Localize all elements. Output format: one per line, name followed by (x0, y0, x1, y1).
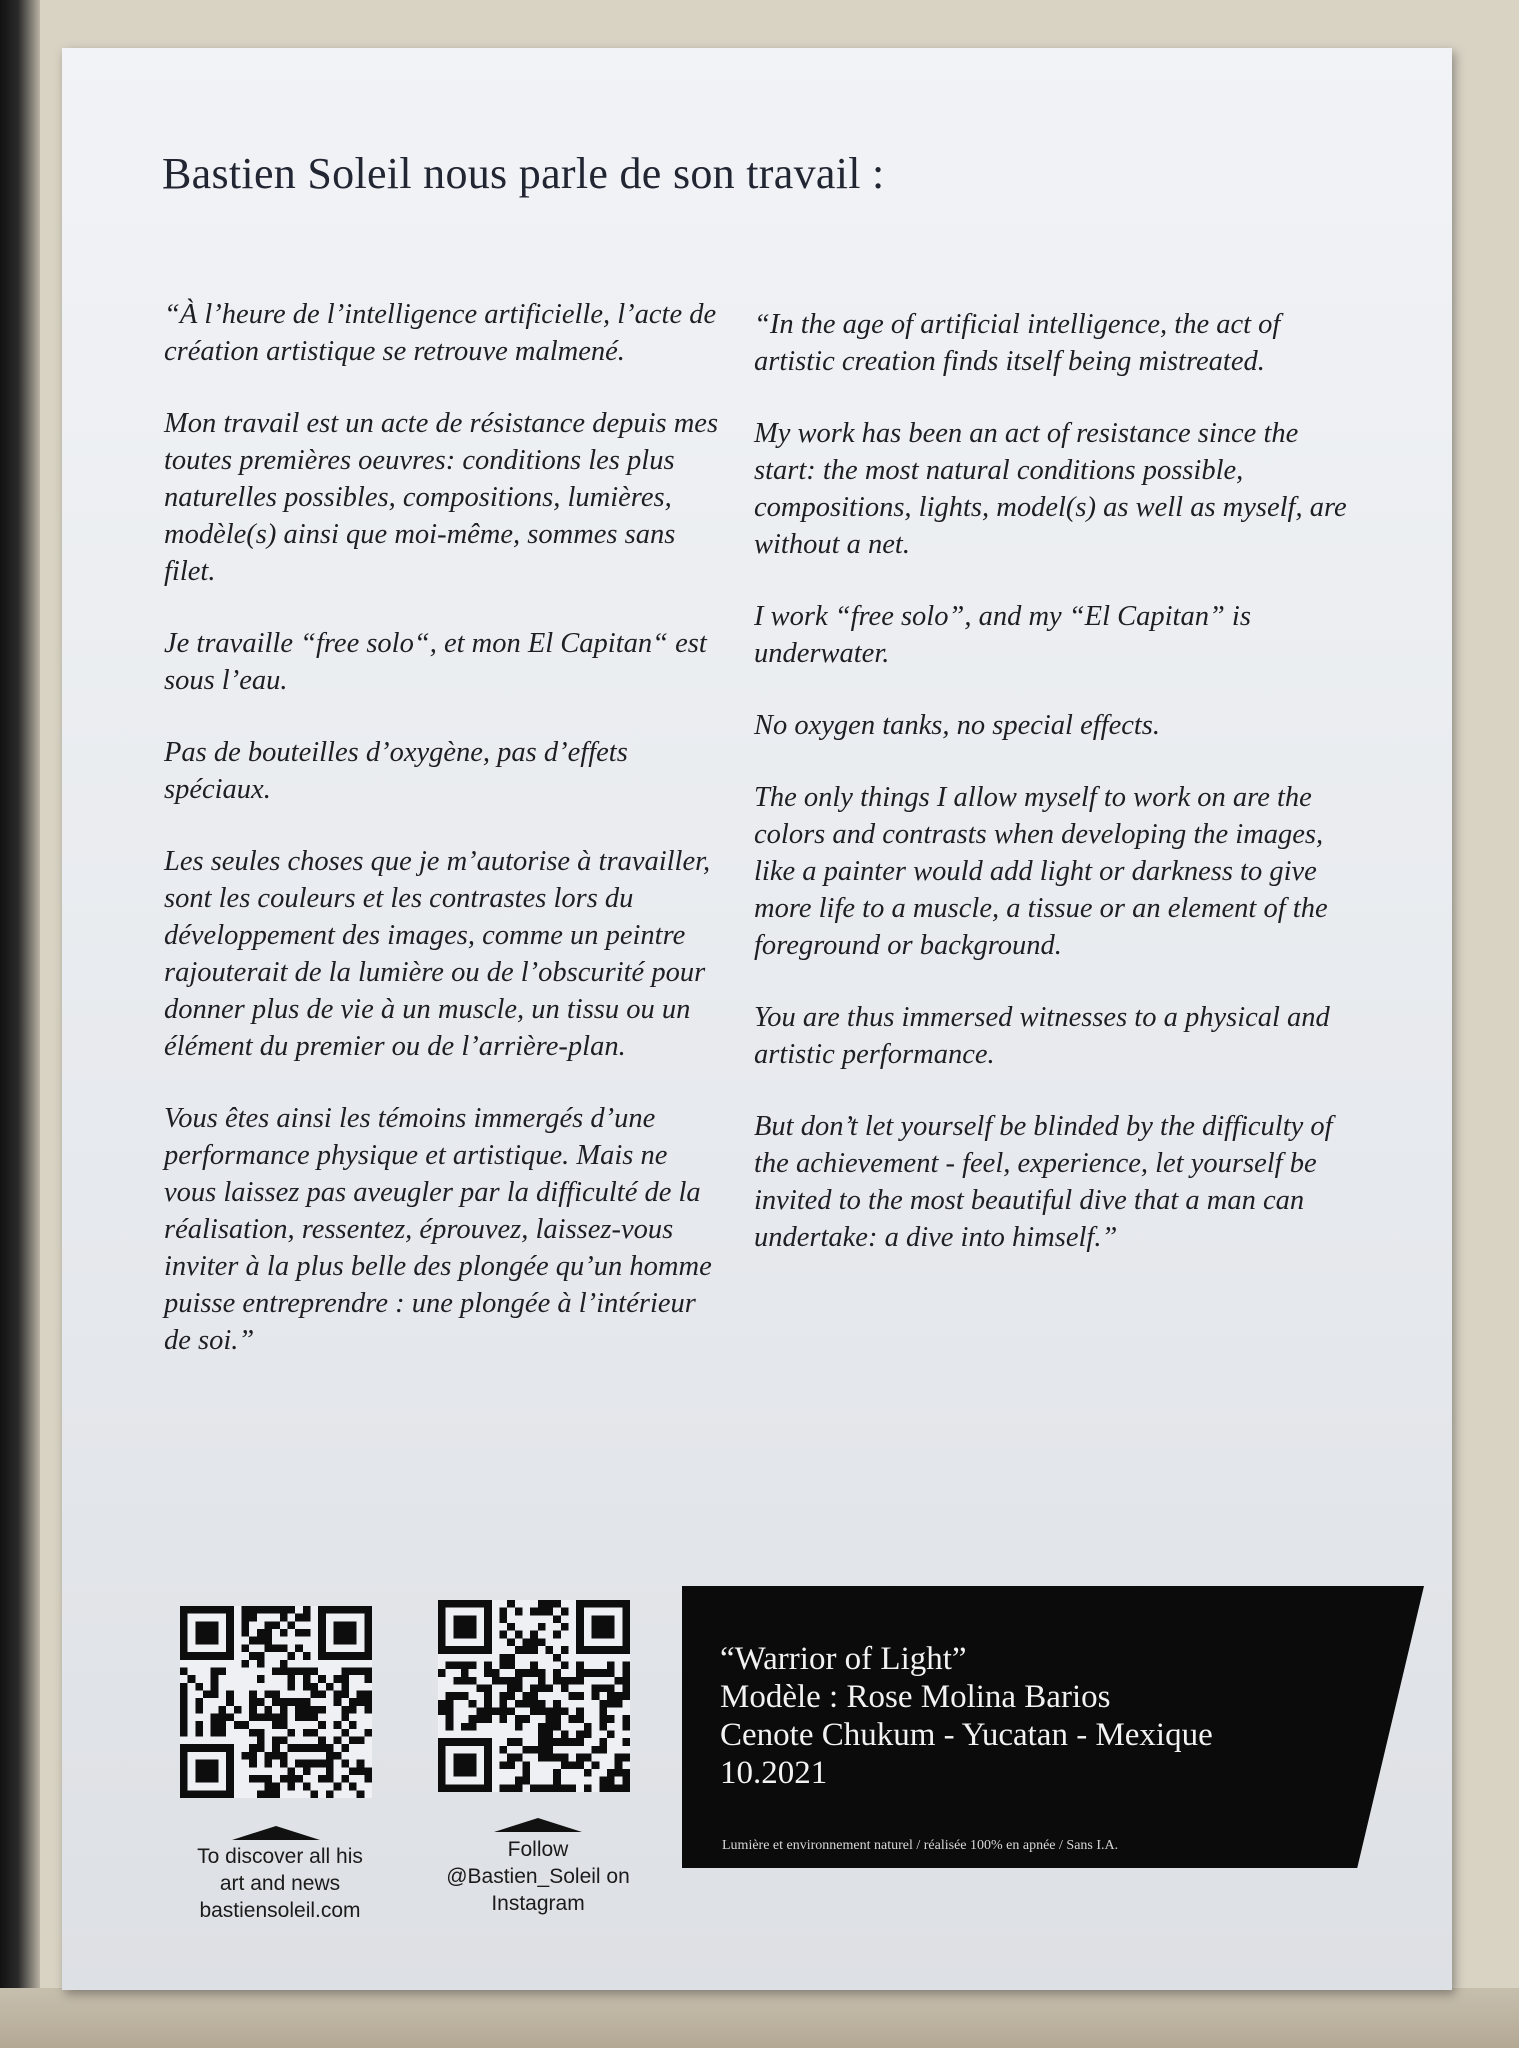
dark-wall-edge (0, 0, 40, 2048)
artwork-title: “Warrior of Light” (720, 1641, 967, 1677)
caption-line: To discover all his (197, 1845, 363, 1868)
website-qr-code[interactable] (180, 1606, 372, 1798)
floor-ledge (0, 1988, 1519, 2048)
caption-line: Instagram (491, 1892, 585, 1915)
panel-title: Bastien Soleil nous parle de son travail : (162, 149, 885, 198)
french-paragraph: Pas de bouteilles d’oxygène, pas d’effets spéciaux. (164, 737, 628, 805)
up-arrow-icon (494, 1818, 582, 1832)
artwork-location: Cenote Chukum - Yucatan - Mexique (720, 1717, 1213, 1753)
artwork-model: Modèle : Rose Molina Barios (720, 1679, 1111, 1715)
french-paragraph: “À l’heure de l’intelligence artificielle, l’acte de création artistique se retrouve malmené. (164, 299, 717, 367)
artwork-footnote: Lumière et environnement naturel / réalisée 100% en apnée / Sans I.A. (722, 1838, 1119, 1853)
english-text-column (754, 306, 1354, 1291)
instagram-qr-code[interactable] (438, 1600, 630, 1792)
caption-line: Follow (507, 1838, 569, 1861)
website-qr-caption (170, 1843, 390, 1924)
french-paragraph: Vous êtes ainsi les témoins immergés d’une performance physique et artistique. Mais ne vous laissez pas aveugler par la difficulté de la réalisation, ressentez, éprouvez, laissez-vous inviter à la plus belle des plongée qu’un homme puisse entreprendre : une plongée à l’intérieur de soi.” (164, 1103, 712, 1356)
artwork-info (720, 1640, 1213, 1792)
french-text-column (164, 296, 724, 1394)
english-paragraph: You are thus immersed witnesses to a physical and artistic performance. (754, 1002, 1330, 1070)
instagram-handle: @Bastien_Soleil on (446, 1865, 630, 1888)
up-arrow-icon (232, 1826, 320, 1840)
instagram-qr-caption (428, 1836, 648, 1917)
french-paragraph: Les seules choses que je m’autorise à travailler, sont les couleurs et les contrastes lors du développement des images, comme un peintre rajouterait de la lumière ou de l’obscurité pour donner plus de vie à un muscle, un tissu ou un élément du premier ou de l’arrière-plan. (164, 846, 711, 1062)
english-paragraph: “In the age of artificial intelligence, the act of artistic creation finds itself being mistreated. (754, 309, 1281, 377)
english-paragraph: I work “free solo”, and my “El Capitan” is underwater. (754, 601, 1251, 669)
caption-line: art and news (219, 1872, 341, 1895)
artwork-date: 10.2021 (720, 1755, 828, 1791)
english-paragraph: The only things I allow myself to work on are the colors and contrasts when developing the images, like a painter would add light or darkness to give more life to a muscle, a tissue or an element of the foreground or background. (754, 782, 1328, 961)
french-paragraph: Mon travail est un acte de résistance depuis mes toutes premières oeuvres: conditions les plus naturelles possibles, compositions, lumières, modèle(s) ainsi que moi-même, sommes sans filet. (164, 408, 719, 587)
english-paragraph: No oxygen tanks, no special effects. (754, 710, 1161, 741)
english-paragraph: My work has been an act of resistance since the start: the most natural conditions possible, compositions, lights, model(s) as well as myself, are without a net. (754, 418, 1347, 560)
french-paragraph: Je travaille “free solo“, et mon El Capitan“ est sous l’eau. (164, 628, 707, 696)
english-paragraph: But don’t let yourself be blinded by the difficulty of the achievement - feel, experience, let yourself be invited to the most beautiful dive that a man can undertake: a dive into himself.” (754, 1111, 1333, 1253)
website-url: bastiensoleil.com (199, 1899, 361, 1922)
